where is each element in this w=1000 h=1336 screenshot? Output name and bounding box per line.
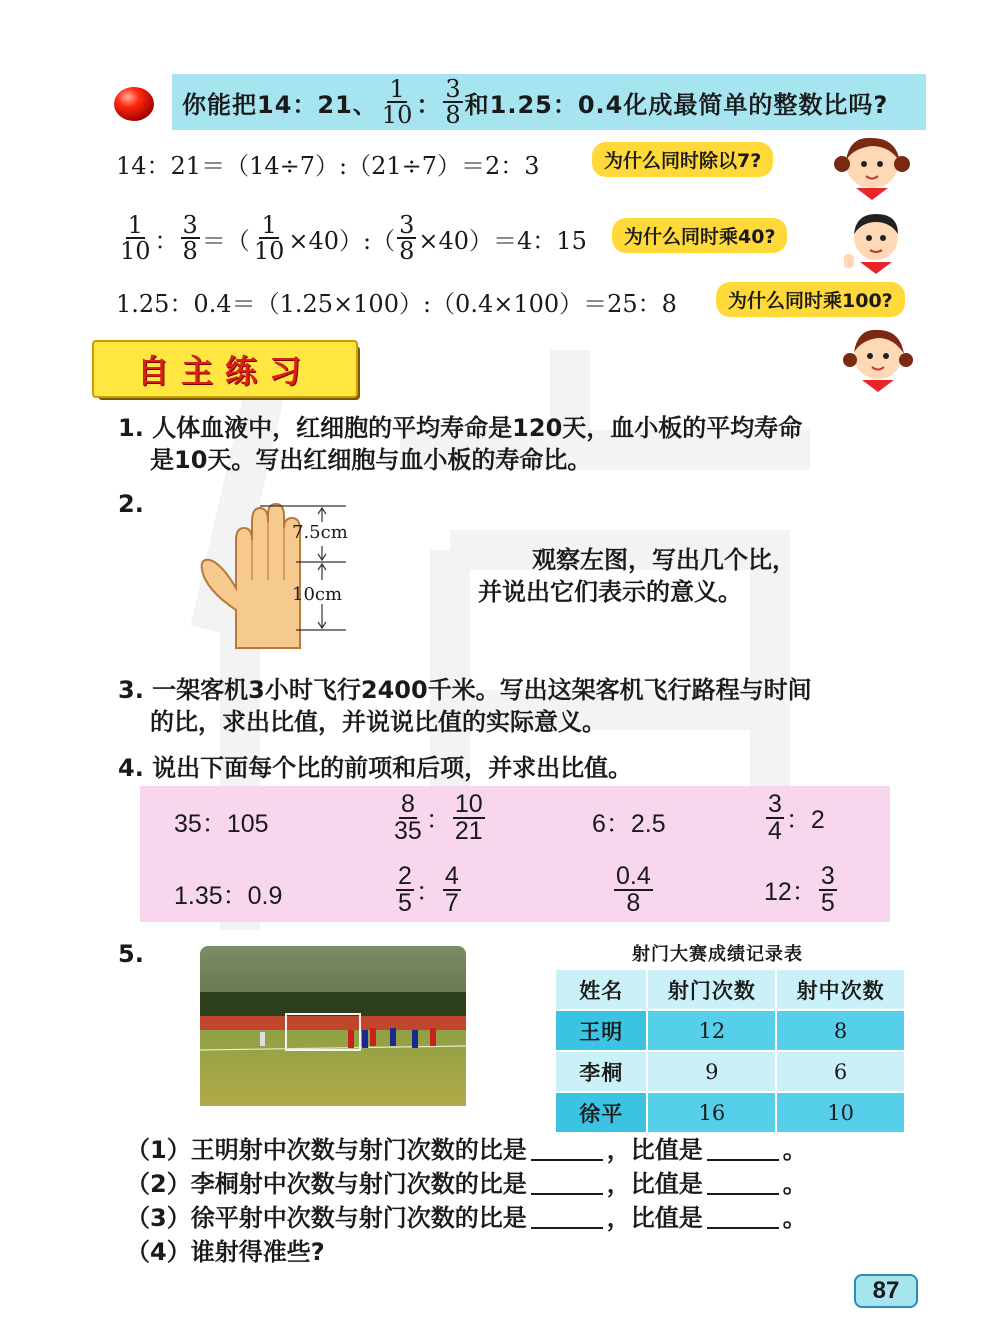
answer-blank[interactable] — [531, 1192, 603, 1195]
header-hits: 射中次数 — [776, 969, 905, 1010]
row-hits: 10 — [776, 1092, 905, 1133]
sub-question-3: （3）徐平射中次数与射门次数的比是 ，比值是 。 — [126, 1204, 807, 1232]
hand-label-bottom: 10cm — [292, 584, 343, 605]
table-header-row — [555, 969, 905, 1010]
header-name: 姓名 — [555, 969, 647, 1010]
table-row — [555, 1092, 905, 1133]
line2-frac-1: $\frac{1}{10}$ — [120, 211, 151, 265]
page-number: 87 — [854, 1274, 918, 1308]
table-title: 射门大赛成绩记录表 — [632, 944, 803, 965]
boy-cartoon-icon — [840, 210, 910, 276]
ratio-2: $\frac{8}{35}$ ： $\frac{10}{21}$ — [394, 790, 483, 845]
q1-line-2: 是10天。写出红细胞与血小板的寿命比。 — [150, 446, 592, 474]
sub-question-1: （1）王明射中次数与射门次数的比是 ，比值是 。 — [126, 1136, 807, 1164]
answer-blank[interactable] — [707, 1192, 779, 1195]
speech-bubble-2: 为什么同时乘40? — [612, 218, 787, 253]
row-name: 李桐 — [555, 1051, 647, 1092]
row-shots: 12 — [647, 1010, 776, 1051]
ratio-1: 35：105 — [174, 810, 269, 838]
ratio-7: $\frac{0.4}{8}$ — [616, 862, 651, 917]
answer-blank[interactable] — [531, 1226, 603, 1229]
ratio-3: 6：2.5 — [592, 810, 666, 838]
speech-bubble-3: 为什么同时乘100? — [716, 282, 905, 317]
q5-number: 5. — [118, 940, 144, 968]
section-title: 自主练习 — [92, 340, 358, 398]
q2-number: 2. — [118, 490, 144, 518]
question-suffix: 和1.25：0.4化成最简单的整数比吗? — [464, 90, 889, 119]
sub-question-2: （2）李桐射中次数与射门次数的比是 ，比值是 。 — [126, 1170, 807, 1198]
line2-frac-4: $\frac{3}{8}$ — [399, 211, 415, 265]
row-shots: 16 — [647, 1092, 776, 1133]
answer-blank[interactable] — [707, 1226, 779, 1229]
question-colon: ： — [416, 90, 442, 119]
line2-frac-3: $\frac{1}{10}$ — [253, 211, 285, 265]
q1-line-1: 1. 人体血液中，红细胞的平均寿命是120天，血小板的平均寿命 — [118, 414, 803, 442]
red-ball-icon — [112, 84, 156, 124]
ratio-6: $\frac{2}{5}$ ： $\frac{4}{7}$ — [398, 862, 459, 917]
row-hits: 6 — [776, 1051, 905, 1092]
answer-blank[interactable] — [531, 1158, 603, 1161]
q3-line-2: 的比，求出比值，并说说比值的实际意义。 — [150, 708, 606, 736]
header-shots: 射门次数 — [647, 969, 776, 1010]
sub-question-4: （4）谁射得准些? — [126, 1238, 325, 1266]
q3-line-1: 3. 一架客机3小时飞行2400千米。写出这架客机飞行路程与时间 — [118, 676, 812, 704]
line2-frac-2: $\frac{3}{8}$ — [182, 211, 198, 265]
q4-text: 4. 说出下面每个比的前项和后项，并求出比值。 — [118, 754, 633, 782]
q2-text-1: 观察左图，写出几个比， — [532, 546, 796, 574]
q2-text-2: 并说出它们表示的意义。 — [478, 578, 742, 606]
girl-cartoon-icon — [830, 134, 910, 204]
ratio-4: $\frac{3}{4}$ ：2 — [768, 790, 825, 845]
table-row — [555, 1010, 905, 1051]
ratio-box — [140, 786, 890, 922]
example-line-2: $\frac{1}{10}$ ： $\frac{3}{8}$ ＝（ $\frac{1}{10}$ ×40）:（ $\frac{3}{8}$ ×40）＝4：15 — [120, 211, 587, 265]
ratio-5: 1.35：0.9 — [174, 882, 283, 910]
row-shots: 9 — [647, 1051, 776, 1092]
question-fraction-2: $\frac{3}{8}$ — [445, 75, 461, 129]
example-line-3: 1.25：0.4＝（1.25×100）:（0.4×100）＝25：8 — [116, 290, 677, 318]
question-band — [172, 74, 926, 130]
speech-bubble-1: 为什么同时除以7? — [592, 142, 773, 177]
answer-blank[interactable] — [707, 1158, 779, 1161]
hand-label-top: 7.5cm — [292, 522, 348, 543]
ratio-8: 12： $\frac{3}{5}$ — [764, 862, 835, 917]
row-name: 王明 — [555, 1010, 647, 1051]
example-line-1: 14：21＝（14÷7）:（21÷7）＝2：3 — [116, 152, 540, 180]
row-hits: 8 — [776, 1010, 905, 1051]
score-table — [554, 968, 906, 1134]
soccer-field-photo — [200, 946, 466, 1106]
row-name: 徐平 — [555, 1092, 647, 1133]
girl-cartoon-icon-2 — [836, 326, 916, 396]
question-fraction-1: $\frac{1}{10}$ — [381, 75, 413, 129]
table-row — [555, 1051, 905, 1092]
question-prefix: 你能把14：21、 — [182, 90, 378, 119]
